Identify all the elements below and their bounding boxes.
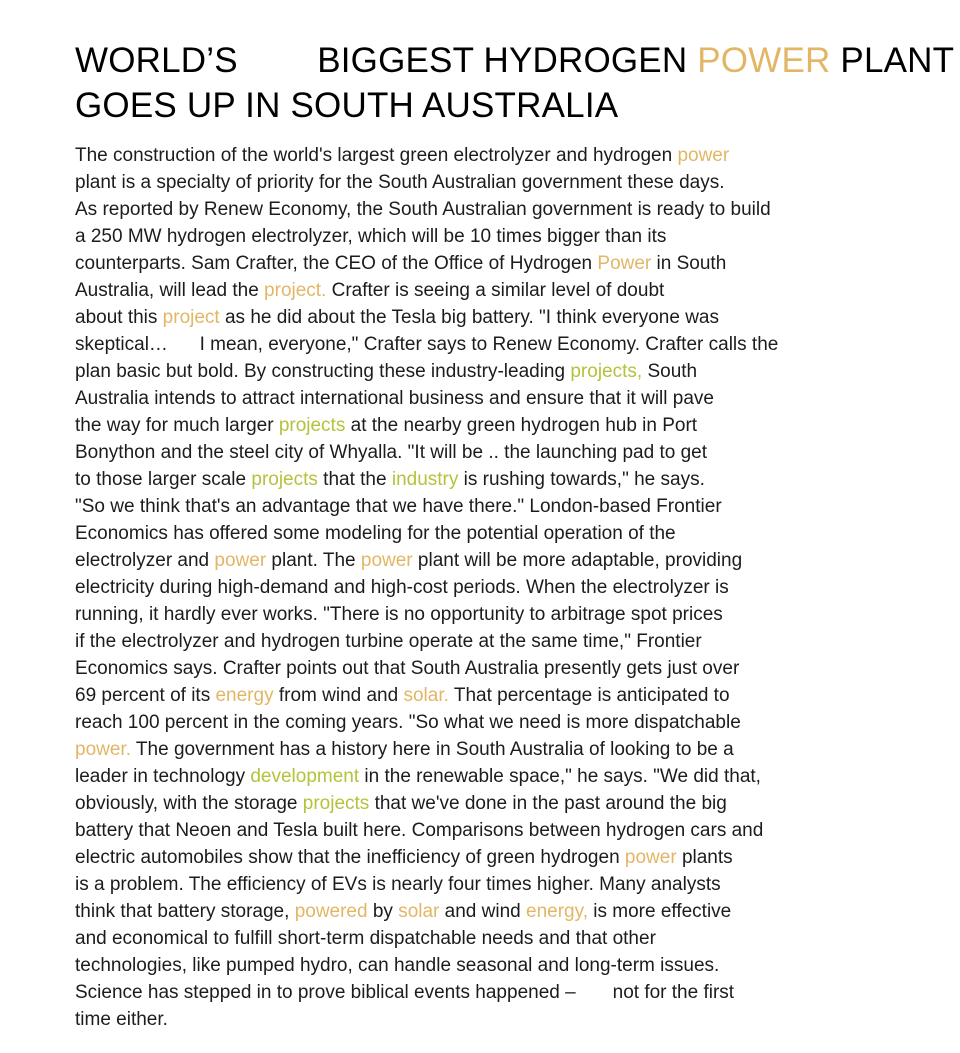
text-run: Economics has offered some modeling for the potential operation of the (75, 523, 676, 544)
body-line (75, 439, 955, 466)
body-line (75, 655, 955, 682)
text-run: That percentage is anticipated to (448, 685, 730, 706)
highlighted-keyword: projects (302, 793, 370, 814)
highlighted-keyword: power (360, 550, 413, 571)
text-run: reach 100 percent in the coming years. "So what we need is more dispatchable (75, 712, 741, 733)
text-run: Science has stepped in to prove biblical events happened – not for the first (75, 982, 735, 1003)
text-run: about this (75, 307, 163, 328)
text-run: by (367, 901, 399, 922)
text-run: plan basic but bold. By constructing these industry-leading (75, 361, 571, 382)
body-line (75, 817, 955, 844)
text-run: at the nearby green hydrogen hub in Port (345, 415, 698, 436)
body-line (75, 790, 955, 817)
body-line (75, 223, 955, 250)
text-run: "So we think that's an advantage that we have there." London-based Frontier (75, 496, 722, 517)
highlighted-keyword: industry (391, 469, 459, 490)
highlighted-keyword: powered (294, 901, 368, 922)
body-line (75, 142, 955, 169)
highlighted-keyword: power (624, 847, 677, 868)
body-line (75, 304, 955, 331)
text-run: is a problem. The efficiency of EVs is nearly four times higher. Many analysts (75, 874, 721, 895)
highlighted-keyword: power (214, 550, 267, 571)
text-run: running, it hardly ever works. "There is no opportunity to arbitrage spot prices (75, 604, 723, 625)
highlighted-keyword: energy, (526, 901, 588, 922)
highlighted-keyword: energy (215, 685, 274, 706)
title-line (75, 38, 955, 83)
body-line (75, 736, 955, 763)
text-run: Economics says. Crafter points out that South Australia presently gets just over (75, 658, 740, 679)
text-run: the way for much larger (75, 415, 279, 436)
highlighted-keyword: solar (398, 901, 440, 922)
highlighted-keyword: projects, (570, 361, 643, 382)
text-run: in the renewable space," he says. "We did that, (359, 766, 761, 787)
text-run: Bonython and the steel city of Whyalla. "It will be .. the launching pad to get (75, 442, 708, 463)
text-run: electric automobiles show that the inefficiency of green hydrogen (75, 847, 625, 868)
text-run: in South (651, 253, 727, 274)
highlighted-keyword: projects (251, 469, 318, 490)
highlighted-keyword: solar. (403, 685, 449, 706)
text-run: plant will be more adaptable, providing (412, 550, 743, 571)
body-line (75, 277, 955, 304)
highlighted-keyword: Power (597, 253, 652, 274)
text-run: plant. The (266, 550, 361, 571)
body-line (75, 358, 955, 385)
text-run: PLANT (830, 41, 955, 80)
body-line (75, 709, 955, 736)
text-run: technologies, like pumped hydro, can handle seasonal and long-term issues. (75, 955, 720, 976)
text-run: as he did about the Tesla big battery. "I think everyone was (219, 307, 719, 328)
text-run: and wind (439, 901, 527, 922)
text-run: battery that Neoen and Tesla built here. Comparisons between hydrogen cars and (75, 820, 764, 841)
body-line (75, 925, 955, 952)
body-line (75, 169, 955, 196)
text-run: plants (676, 847, 733, 868)
text-run: a 250 MW hydrogen electrolyzer, which will be 10 times bigger than its (75, 226, 667, 247)
highlighted-keyword: POWER (697, 41, 831, 80)
text-run: that we've done in the past around the big (369, 793, 727, 814)
body-line (75, 763, 955, 790)
text-run: from wind and (273, 685, 404, 706)
body-line (75, 979, 955, 1006)
text-run: and economical to fulfill short-term dispatchable needs and that other (75, 928, 656, 949)
highlighted-keyword: project. (264, 280, 327, 301)
text-run: The construction of the world's largest green electrolyzer and hydrogen (75, 145, 678, 166)
text-run: counterparts. Sam Crafter, the CEO of the Office of Hydrogen (75, 253, 598, 274)
body-line (75, 412, 955, 439)
text-run: Crafter is seeing a similar level of doubt (326, 280, 665, 301)
text-run: South (642, 361, 698, 382)
text-run: think that battery storage, (75, 901, 295, 922)
text-run: leader in technology (75, 766, 251, 787)
body-line (75, 574, 955, 601)
body-line (75, 385, 955, 412)
text-run: The government has a history here in South Australia of looking to be a (130, 739, 734, 760)
highlighted-keyword: power. (75, 739, 131, 760)
body-line (75, 601, 955, 628)
text-run: GOES UP IN SOUTH AUSTRALIA (75, 86, 619, 125)
body-line (75, 250, 955, 277)
text-run: that the (317, 469, 392, 490)
body-line (75, 520, 955, 547)
text-run: electrolyzer and (75, 550, 215, 571)
highlighted-keyword: power (677, 145, 730, 166)
highlighted-keyword: projects (278, 415, 346, 436)
text-run: is more effective (587, 901, 732, 922)
text-run: Australia intends to attract international business and ensure that it will pave (75, 388, 714, 409)
text-run: if the electrolyzer and hydrogen turbine operate at the same time," Frontier (75, 631, 702, 652)
text-run: obviously, with the storage (75, 793, 303, 814)
text-run: plant is a specialty of priority for the South Australian government these days. (75, 172, 725, 193)
article-title (75, 38, 955, 128)
text-run: skeptical… I mean, everyone," Crafter says to Renew Economy. Crafter calls the (75, 334, 779, 355)
title-line (75, 83, 955, 128)
body-line (75, 952, 955, 979)
body-line (75, 682, 955, 709)
text-run: As reported by Renew Economy, the South Australian government is ready to build (75, 199, 771, 220)
text-run: electricity during high-demand and high-cost periods. When the electrolyzer is (75, 577, 729, 598)
body-line (75, 493, 955, 520)
body-line (75, 1006, 955, 1033)
article-body (75, 142, 955, 1033)
highlighted-keyword: development (250, 766, 360, 787)
text-run: WORLD’S BIGGEST HYDROGEN (75, 41, 698, 80)
text-run: 69 percent of its (75, 685, 216, 706)
body-line (75, 871, 955, 898)
body-line (75, 547, 955, 574)
body-line (75, 898, 955, 925)
highlighted-keyword: project (162, 307, 220, 328)
body-line (75, 628, 955, 655)
body-line (75, 844, 955, 871)
body-line (75, 331, 955, 358)
text-run: Australia, will lead the (75, 280, 265, 301)
text-run: to those larger scale (75, 469, 252, 490)
body-line (75, 466, 955, 493)
text-run: time either. (75, 1009, 168, 1030)
text-run: is rushing towards," he says. (458, 469, 705, 490)
body-line (75, 196, 955, 223)
